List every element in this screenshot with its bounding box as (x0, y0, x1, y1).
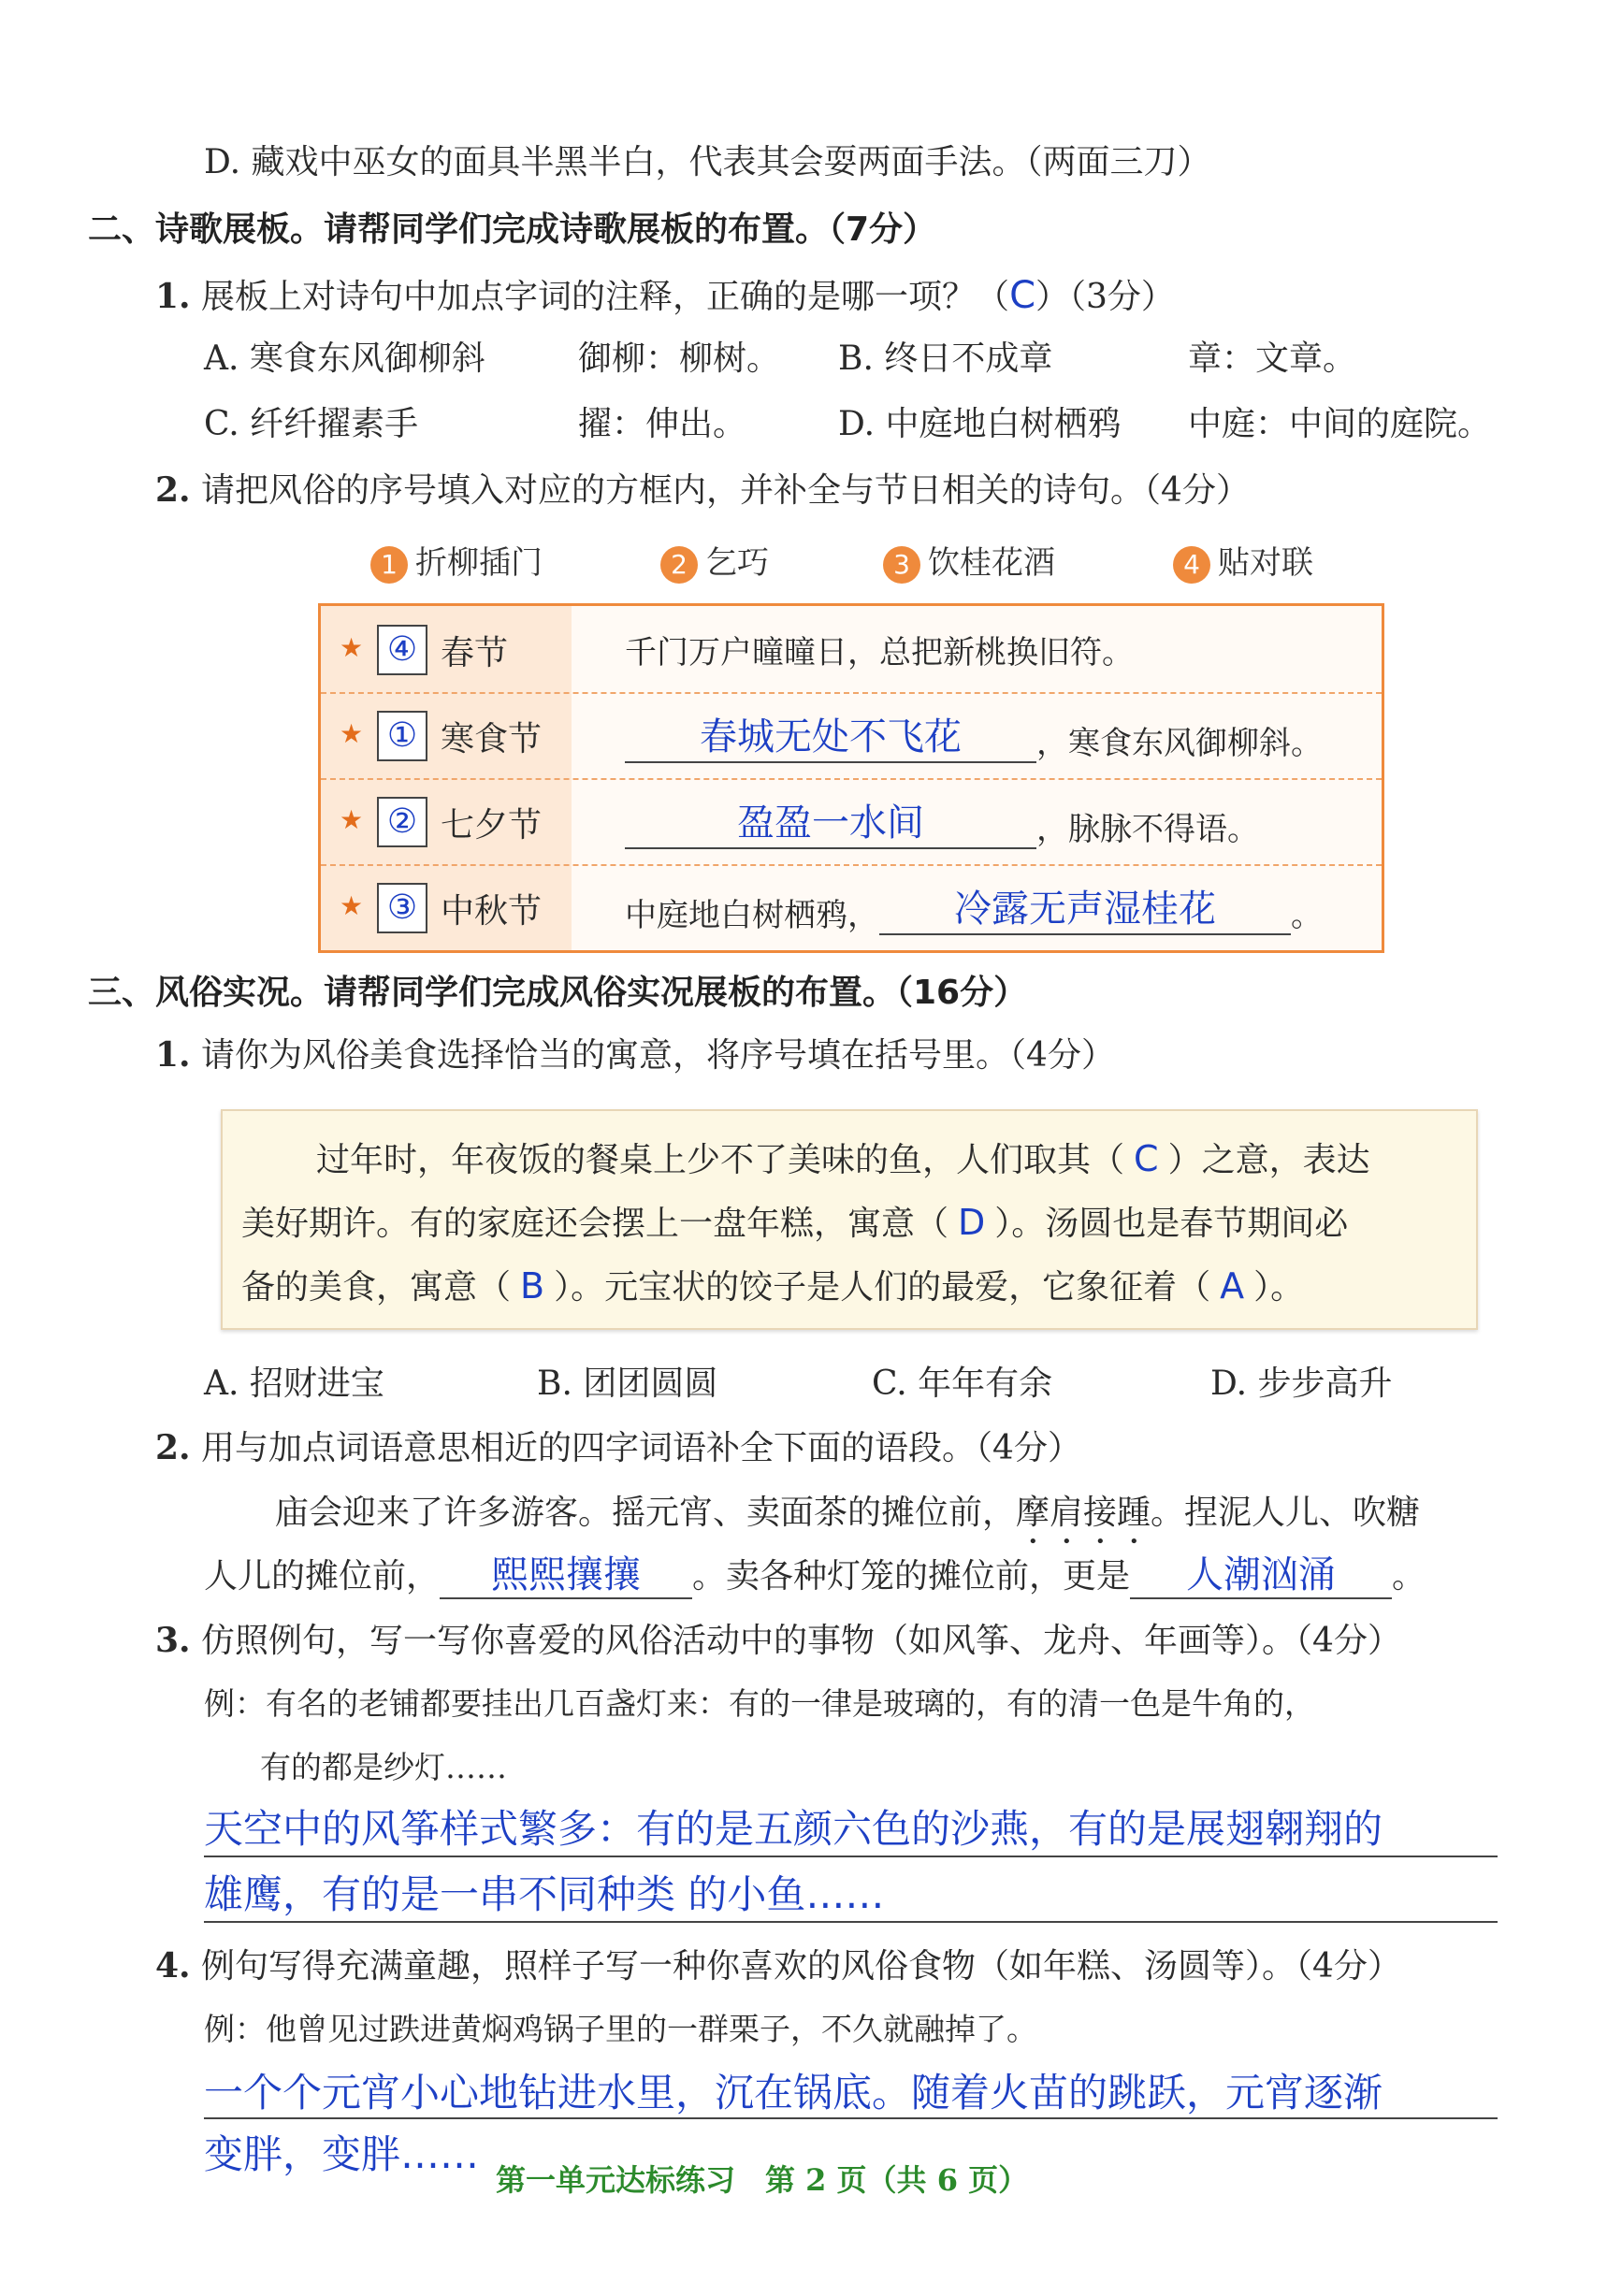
s2-q1-stem-after: ）（3分） (1035, 278, 1175, 316)
s3-q3-number: 3. (155, 1621, 191, 1660)
food-line-2a: 美好期许。有的家庭还会摆上一盘年糕，寓意（ (241, 1205, 949, 1243)
festival-table (318, 603, 1384, 953)
option-d-line: D. 藏戏中巫女的面具半黑半白，代表其会耍两面手法。（两面三刀） (204, 143, 1211, 181)
custom-answer-box: ② (377, 797, 427, 847)
option-c-label: C. (204, 405, 239, 443)
star-icon: ★ (340, 632, 364, 663)
option-b-label: B. (838, 339, 874, 378)
s2-q2-stem-text: 请把风俗的序号填入对应的方框内，并补全与节日相关的诗句。（4分） (201, 471, 1250, 510)
answer-line (204, 1856, 1498, 1857)
custom-number-3: 3 (883, 546, 920, 584)
s3-q4-example: 例：他曾见过跌进黄焖鸡锅子里的一群栗子，不久就融掉了。 (204, 2011, 1037, 2047)
s3-q3-stem-text: 仿照例句，写一写你喜爱的风俗活动中的事物（如风筝、龙舟、年画等）。（4分） (201, 1622, 1401, 1660)
food-answer-2: D (958, 1202, 986, 1243)
poem-rest: ，寒食东风御柳斜。 (1036, 725, 1323, 762)
custom-number-4: 4 (1173, 546, 1210, 584)
s3-q4-stem-text: 例句写得充满童趣，照样子写一种你喜欢的风俗食物（如年糕、汤圆等）。（4分） (201, 1947, 1401, 1986)
custom-label-1: 折柳插门 (415, 544, 543, 582)
custom-number-2: 2 (660, 546, 698, 584)
custom-item-3 (883, 537, 1055, 584)
festival-row-3 (321, 778, 1382, 864)
poem-before: 中庭地白树栖鸦， (625, 897, 879, 934)
s3-q1-number: 1. (155, 1035, 191, 1075)
s2-q1-number: 1. (155, 277, 191, 316)
s3-q1-stem (155, 1032, 1115, 1078)
passage-part-4: 。卖各种灯笼的摊位前，更是 (692, 1557, 1131, 1596)
passage-part-5: 。 (1392, 1557, 1426, 1596)
option-d-poem: 中庭地白树栖鸦 (885, 405, 1122, 443)
food-line-3 (241, 1261, 1304, 1308)
s2-q1-option-b (838, 337, 1052, 382)
s3-q4-number: 4. (155, 1946, 191, 1986)
s2-q1-answer: C (1009, 274, 1035, 317)
s3-q2-stem (155, 1425, 1081, 1471)
answer-line (204, 1921, 1498, 1923)
idiom-blank-1: 熙熙攘攘 (440, 1552, 692, 1599)
food-answer-1: C (1134, 1138, 1159, 1179)
s3-q3-stem (155, 1618, 1401, 1664)
meaning-option-b: B. 团团圆圆 (537, 1365, 718, 1403)
star-icon: ★ (340, 804, 364, 835)
poem-blank: 春城无处不飞花 (625, 713, 1036, 763)
option-b-poem: 终日不成章 (884, 339, 1053, 378)
meaning-option-a: A. 招财进宝 (204, 1365, 384, 1403)
poem-line (625, 713, 1323, 763)
s3-q3-example-1: 例：有名的老铺都要挂出几百盏灯来：有的一律是玻璃的，有的清一色是牛角的， (204, 1685, 1315, 1722)
custom-answer-box: ③ (377, 883, 427, 933)
s2-q1-stem (155, 273, 1175, 320)
food-line-1 (316, 1134, 1370, 1181)
food-meaning-box (221, 1109, 1478, 1330)
poem-blank: 盈盈一水间 (625, 799, 1036, 849)
food-line-3a: 备的美食，寓意（ (241, 1268, 512, 1307)
festival-row-1 (321, 606, 1382, 692)
custom-label-3: 饮桂花酒 (928, 544, 1055, 582)
poem-rest: 。 (1291, 897, 1323, 934)
s2-q1-option-b-note: 章：文章。 (1188, 339, 1357, 378)
custom-answer-box: ① (377, 711, 427, 761)
page-footer: 第一单元达标练习 第 2 页（共 6 页） (496, 2162, 1029, 2198)
option-a-poem: 寒食东风御柳斜 (249, 339, 485, 378)
s2-q1-option-d (838, 402, 1122, 447)
custom-item-2 (660, 537, 769, 584)
answer-line (204, 2117, 1498, 2119)
s3-q2-line-1 (275, 1491, 1420, 1552)
meaning-option-d: D. 步步高升 (1210, 1365, 1393, 1403)
idiom-blank-2: 人潮汹涌 (1130, 1552, 1392, 1599)
s3-q1-stem-text: 请你为风俗美食选择恰当的寓意，将序号填在括号里。（4分） (201, 1036, 1115, 1075)
s2-q1-option-d-note: 中庭：中间的庭院。 (1188, 405, 1492, 443)
s2-q1-option-c (204, 402, 418, 447)
festival-name: 中秋节 (441, 892, 543, 931)
s3-q2-number: 2. (155, 1428, 191, 1467)
s2-q2-number: 2. (155, 470, 191, 510)
poem-blank: 冷露无声湿桂花 (879, 885, 1291, 935)
passage-part-3: 人儿的摊位前， (204, 1557, 441, 1596)
s2-q1-option-c-note: 擢：伸出。 (578, 405, 747, 443)
section-2-heading: 二、诗歌展板。请帮同学们完成诗歌展板的布置。（7分） (88, 210, 937, 249)
option-c-poem: 纤纤擢素手 (250, 405, 419, 443)
poem-line (625, 885, 1323, 935)
passage-part-2: 。捏泥人儿、吹糖 (1151, 1494, 1421, 1532)
custom-item-4 (1173, 537, 1313, 584)
s3-q3-answer-1: 天空中的风筝样式繁多：有的是五颜六色的沙燕，有的是展翅翱翔的 (204, 1806, 1383, 1852)
festival-row-2 (321, 692, 1382, 778)
festival-name: 春节 (441, 634, 509, 672)
food-line-1a: 过年时，年夜饭的餐桌上少不了美味的鱼，人们取其（ (316, 1141, 1125, 1179)
s3-q2-line-2 (204, 1552, 1426, 1599)
s2-q1-option-a-note: 御柳：柳树。 (578, 339, 781, 378)
dotted-phrase: 摩肩接踵 (1016, 1494, 1151, 1532)
poem-line (625, 799, 1259, 849)
festival-name: 寒食节 (441, 720, 543, 758)
option-d-label: D. (838, 405, 876, 443)
festival-row-4 (321, 864, 1382, 950)
food-line-1b: ）之意，表达 (1167, 1141, 1370, 1179)
poem-rest: ，脉脉不得语。 (1036, 811, 1259, 848)
star-icon: ★ (340, 718, 364, 749)
custom-label-2: 乞巧 (705, 544, 769, 582)
s3-q2-stem-text: 用与加点词语意思相近的四字词语补全下面的语段。（4分） (201, 1429, 1081, 1467)
section-3-heading: 三、风俗实况。请帮同学们完成风俗实况展板的布置。（16分） (88, 974, 1028, 1012)
custom-label-4: 贴对联 (1218, 544, 1313, 582)
meaning-option-c: C. 年年有余 (872, 1365, 1053, 1403)
custom-answer-box: ④ (377, 625, 427, 675)
s3-q4-answer-2: 变胖，变胖…… (204, 2131, 480, 2177)
poem-line: 千门万户曈曈日，总把新桃换旧符。 (625, 634, 1134, 671)
food-line-2 (241, 1197, 1348, 1245)
s3-q4-answer-1: 一个个元宵小心地钻进水里，沉在锅底。随着火苗的跳跃，元宵逐渐 (204, 2070, 1383, 2115)
s2-q1-stem-before: 展板上对诗句中加点字词的注释，正确的是哪一项？（ (201, 278, 1010, 316)
food-line-3b: ）。元宝状的饺子是人们的最爱，它象征着（ (554, 1268, 1211, 1307)
option-a-label: A. (204, 339, 239, 378)
s3-q3-example-2: 有的都是纱灯…… (260, 1749, 507, 1785)
s2-q1-option-a (204, 337, 485, 382)
s3-q3-answer-2: 雄鹰，有的是一串不同种类 的小鱼…… (204, 1871, 885, 1917)
food-line-2b: ）。汤圆也是春节期间必 (994, 1205, 1349, 1243)
passage-part-1: 庙会迎来了许多游客。摇元宵、卖面茶的摊位前， (275, 1494, 1017, 1532)
food-answer-3: B (520, 1265, 545, 1307)
s3-q4-stem (155, 1943, 1401, 1989)
custom-item-1 (370, 537, 543, 584)
food-answer-4: A (1220, 1265, 1245, 1307)
food-line-3c: ）。 (1253, 1268, 1305, 1307)
custom-number-1: 1 (370, 546, 408, 584)
s2-q2-stem (155, 468, 1250, 513)
star-icon: ★ (340, 890, 364, 921)
festival-name: 七夕节 (441, 806, 543, 845)
